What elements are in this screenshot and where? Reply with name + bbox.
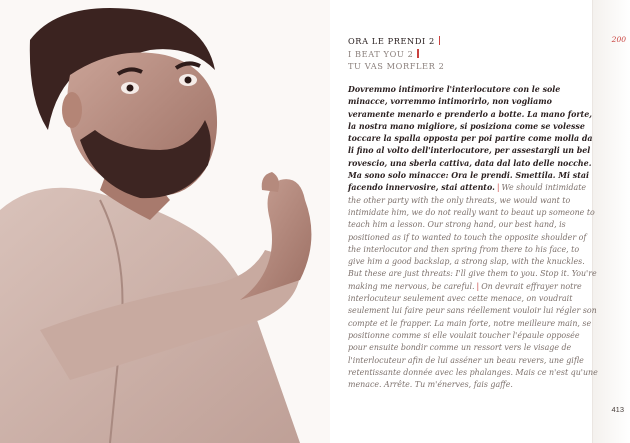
title-english bbox=[348, 48, 588, 61]
title-block bbox=[348, 35, 588, 73]
title-english-text: I BEAT YOU 2 bbox=[348, 48, 414, 59]
body-french: On devrait effrayer notre interlocuteur seulement avec cette menace, on voudrait seulement lui faire peur sans réellement vouloir lui régler son compte et le frapper. La main forte, notre meilleure main, se positionne comme si elle voulait toucher l'épaule opposée pour ensuite bondir comme un ressort vers le visage de l'interlocuteur afin de lui asséner un beau revers, une gifle retentissante donnée avec les phalanges. Mais ce n'est qu'une menace. Arrête. Tu m'énerves, fais gaffe. bbox=[348, 281, 598, 390]
separator: | bbox=[476, 281, 480, 291]
title-accent-bar bbox=[439, 36, 440, 45]
title-italian bbox=[348, 35, 588, 48]
title-accent-bar bbox=[417, 49, 418, 58]
separator: | bbox=[496, 183, 500, 193]
title-french: TU VAS MORFLER 2 bbox=[348, 61, 445, 71]
body-italian: Dovremmo intimorire l'interlocutore con le sole minacce, vorremmo intimorirlo, non vogliamo veramente menarlo e prenderlo a botte. La mano forte, la nostra mano migliore, si posiziona come se volesse toccare la spalla opposta per poi partire come molla da li fino al volto dell'interlocutore, per assestargli un bel rovescio, una sberla cattiva, data dal lato delle nocche. Ma sono solo minacce: Ora le prendi. Smettila. Mi stai facendo innervosire, stai attento. bbox=[348, 85, 593, 193]
page-number-top: 200 bbox=[611, 35, 626, 44]
body-english: We should intimidate the other party with the only threats, we would want to intimidate him, we do not really want to beaut up someone to teach him a lesson. Our strong hand, our best hand, is positioned as if to wanted to touch the opposite shoulder of the interlocutor and then spring from there to his face, to give him a good backslap, a strong slap, with the knuckles. But these are just threats: I'll give them to you. Stop it. You're making me nervous, be careful. bbox=[348, 183, 597, 291]
body-text bbox=[348, 84, 598, 391]
page-number-bottom: 413 bbox=[611, 405, 624, 414]
title-italian-text: ORA LE PRENDI 2 bbox=[348, 36, 435, 46]
